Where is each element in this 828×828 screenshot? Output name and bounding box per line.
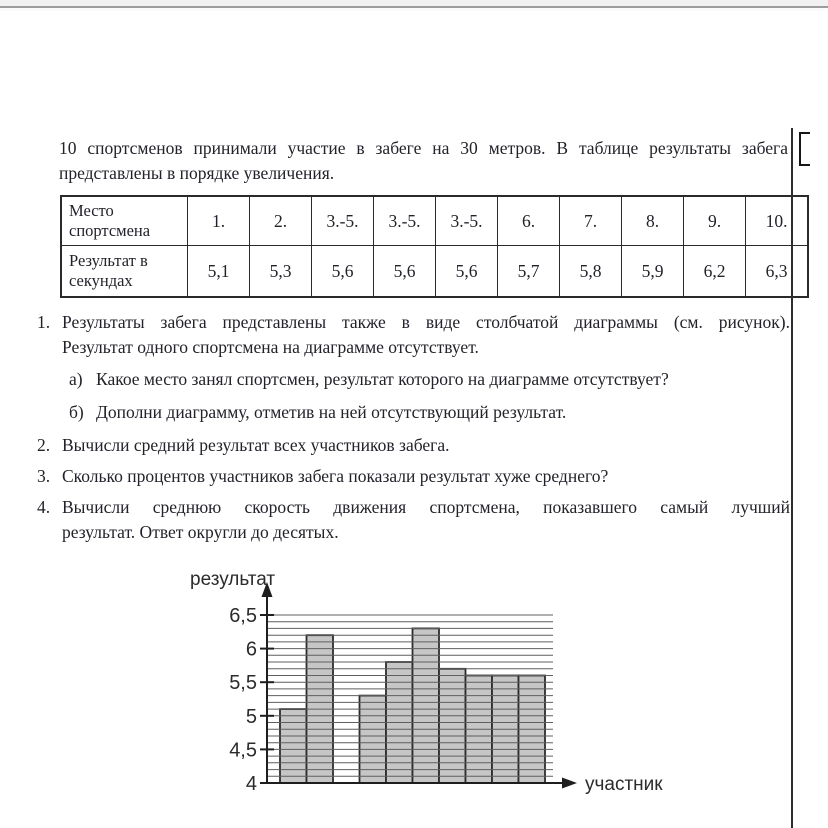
table-cell: 5,9	[622, 246, 684, 298]
bar-participant-7	[439, 669, 466, 783]
task-text	[62, 310, 790, 360]
table-cell: 5,6	[374, 246, 436, 298]
bar-chart-svg	[185, 566, 695, 822]
table-cell: 2.	[250, 196, 312, 246]
table-cell: 9.	[684, 196, 746, 246]
table-cell: 3.-5.	[374, 196, 436, 246]
table-cell: 5,1	[188, 246, 250, 298]
page-edge-line	[791, 128, 793, 828]
viewer-top-chrome	[0, 0, 828, 8]
x-axis-arrow-icon	[562, 778, 577, 789]
task-text-line: результат. Ответ округли до десятых.	[62, 522, 339, 542]
task-text: Сколько процентов участников забега показали результат хуже среднего?	[62, 466, 609, 486]
subitem-text: Дополни диаграмму, отметив на ней отсутствующий результат.	[96, 402, 567, 422]
table-cell: 5,3	[250, 246, 312, 298]
row-header-cell: Результат в секундах	[61, 246, 188, 298]
table-cell: 5,6	[436, 246, 498, 298]
y-axis-title: результат	[190, 569, 276, 590]
results-bar-chart	[185, 566, 695, 822]
y-tick-label: 5	[245, 705, 257, 728]
task-text	[62, 495, 790, 545]
task-item	[37, 433, 790, 458]
task-number: 2.	[37, 435, 51, 455]
table-cell: 10.	[746, 196, 809, 246]
table-cell: 7.	[560, 196, 622, 246]
task-subitem	[69, 367, 790, 392]
results-table-body	[61, 196, 808, 297]
task-number: 4.	[37, 497, 51, 517]
table-row	[61, 246, 808, 298]
y-tick-label: 4	[245, 773, 257, 795]
y-tick-label: 6,5	[229, 605, 257, 627]
task-number: 3.	[37, 466, 51, 486]
intro-line-2: представлены в порядке увеличения.	[59, 163, 335, 183]
row-header-cell: Место спортсмена	[61, 196, 188, 246]
table-cell: 8.	[622, 196, 684, 246]
table-cell: 3.-5.	[312, 196, 374, 246]
task-text: Вычисли средний результат всех участников забега.	[62, 435, 450, 455]
task-item	[37, 464, 790, 489]
table-row	[61, 196, 808, 246]
task-list	[37, 310, 790, 551]
task-text-line: Результат одного спортсмена на диаграмме отсутствует.	[62, 337, 479, 357]
intro-paragraph	[59, 136, 788, 186]
results-table	[60, 195, 809, 298]
table-cell: 5,8	[560, 246, 622, 298]
task-text-line: Результаты забега представлены также в виде столбчатой диаграммы (см. рисунок).	[62, 312, 790, 332]
intro-line-1: 10 спортсменов принимали участие в забеге на 30 метров. В таблице результаты забега	[59, 138, 788, 158]
table-cell: 6,3	[746, 246, 809, 298]
task-number: 1.	[37, 312, 51, 332]
task-item	[37, 310, 790, 360]
table-cell: 1.	[188, 196, 250, 246]
bar-participant-1	[280, 709, 307, 783]
x-axis-title: участник	[585, 774, 663, 795]
y-tick-label: 5,5	[229, 672, 257, 695]
subitem-label: б)	[69, 402, 84, 422]
table-cell: 6,2	[684, 246, 746, 298]
table-cell: 6.	[498, 196, 560, 246]
subitem-label: а)	[69, 369, 83, 389]
y-tick-label: 4,5	[229, 739, 257, 762]
text-cursor-caret	[799, 132, 810, 166]
table-cell: 3.-5.	[436, 196, 498, 246]
subitem-text: Какое место занял спортсмен, результат которого на диаграмме отсутствует?	[96, 369, 669, 389]
table-cell: 5,6	[312, 246, 374, 298]
bar-participant-6	[413, 628, 440, 783]
viewer-top-chrome-shadow	[0, 8, 828, 11]
task-subitem	[69, 400, 790, 425]
task-item	[37, 495, 790, 545]
table-cell: 5,7	[498, 246, 560, 298]
task-text-line: Вычисли среднюю скорость движения спортсмена, показавшего самый лучший	[62, 497, 790, 517]
y-tick-label: 6	[245, 638, 257, 661]
